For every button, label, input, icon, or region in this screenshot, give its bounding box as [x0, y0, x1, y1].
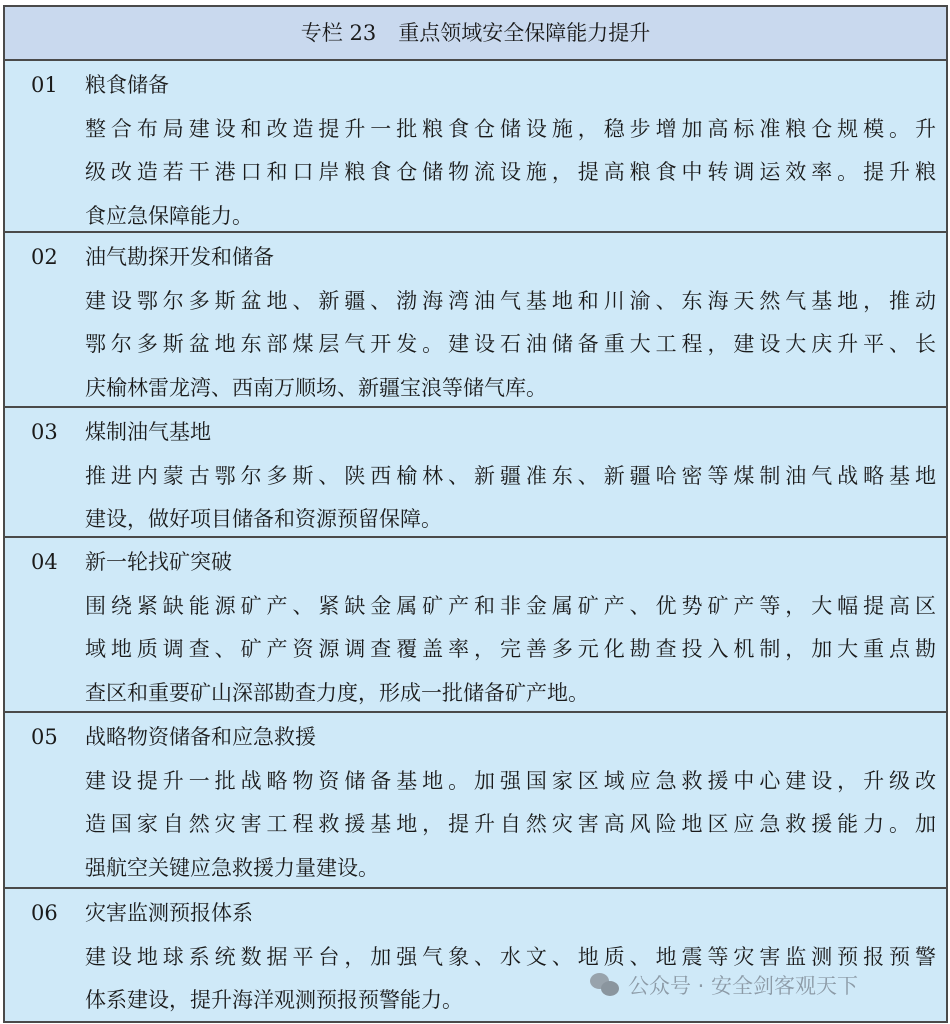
section-text-line: 食应急保障能力。: [85, 203, 253, 228]
section-title: 灾害监测预报体系: [85, 901, 253, 925]
section-title: 油气勘探开发和储备: [85, 245, 274, 269]
section-text-line: 建设，做好项目储备和资源预留保障。: [85, 507, 442, 531]
section-01: [5, 61, 946, 233]
section-05: [5, 713, 946, 889]
section-text-line: 围绕紧缺能源矿产、紧缺金属矿产和非金属矿产、优势矿产等，大幅提高区: [85, 593, 936, 618]
section-number: 05: [31, 725, 58, 749]
section-number: 04: [31, 550, 58, 574]
section-body: [5, 585, 946, 716]
section-text-line: 造国家自然灾害工程救援基地，提升自然灾害高风险地区应急救援能力。加: [85, 812, 936, 836]
section-text-line: 域地质调查、矿产资源调查覆盖率，完善多元化勘查投入机制，加大重点勘: [85, 637, 936, 661]
section-text-line: 体系建设，提升海洋观测预报预警能力。: [85, 988, 463, 1012]
section-body: [5, 455, 946, 542]
section-number: 03: [31, 420, 58, 444]
section-text-line: 推进内蒙古鄂尔多斯、陕西榆林、新疆准东、新疆哈密等煤制油气战略基地: [85, 463, 936, 488]
section-title: 新一轮找矿突破: [85, 550, 232, 574]
section-text-line: 建设提升一批战略物资储备基地。加强国家区域应急救援中心建设，升级改: [85, 768, 936, 793]
section-text-line: 建设地球系统数据平台，加强气象、水文、地质、地震等灾害监测预报预警: [85, 944, 936, 969]
section-title: 战略物资储备和应急救援: [85, 725, 316, 749]
section-body: [5, 280, 946, 411]
column-box: [3, 5, 948, 1023]
section-06: [5, 889, 946, 1020]
section-text-line: 级改造若干港口和口岸粮食仓储物流设施，提高粮食中转调运效率。提升粮: [85, 160, 936, 184]
section-body: [5, 760, 946, 891]
section-text-line: 庆榆林雷龙湾、西南万顺场、新疆宝浪等储气库。: [85, 375, 547, 400]
section-number: 01: [31, 73, 58, 97]
section-text-line: 建设鄂尔多斯盆地、新疆、渤海湾油气基地和川渝、东海天然气基地，推动: [85, 288, 936, 313]
watermark-text: 公众号 · 安全剑客观天下: [628, 974, 859, 998]
section-02: [5, 233, 946, 408]
section-text-line: 整合布局建设和改造提升一批粮食仓储设施，稳步增加高标准粮仓规模。升: [85, 116, 936, 141]
column-header: [5, 7, 946, 61]
section-body: [5, 108, 946, 239]
section-text-line: 查区和重要矿山深部勘查力度，形成一批储备矿产地。: [85, 680, 589, 705]
section-title: 煤制油气基地: [85, 420, 211, 444]
section-number: 06: [31, 901, 58, 925]
section-text-line: 强航空关键应急救援力量建设。: [85, 855, 379, 880]
column-number: 专栏 23: [300, 21, 377, 45]
column-title: 重点领域安全保障能力提升: [398, 21, 651, 45]
section-04: [5, 538, 946, 713]
section-text-line: 鄂尔多斯盆地东部煤层气开发。建设石油储备重大工程，建设大庆升平、长: [85, 332, 936, 356]
watermark: [590, 970, 858, 1000]
section-title: 粮食储备: [85, 73, 169, 97]
wechat-icon: [590, 973, 620, 997]
section-number: 02: [31, 245, 58, 269]
section-list: [5, 61, 946, 1020]
section-03: [5, 408, 946, 538]
